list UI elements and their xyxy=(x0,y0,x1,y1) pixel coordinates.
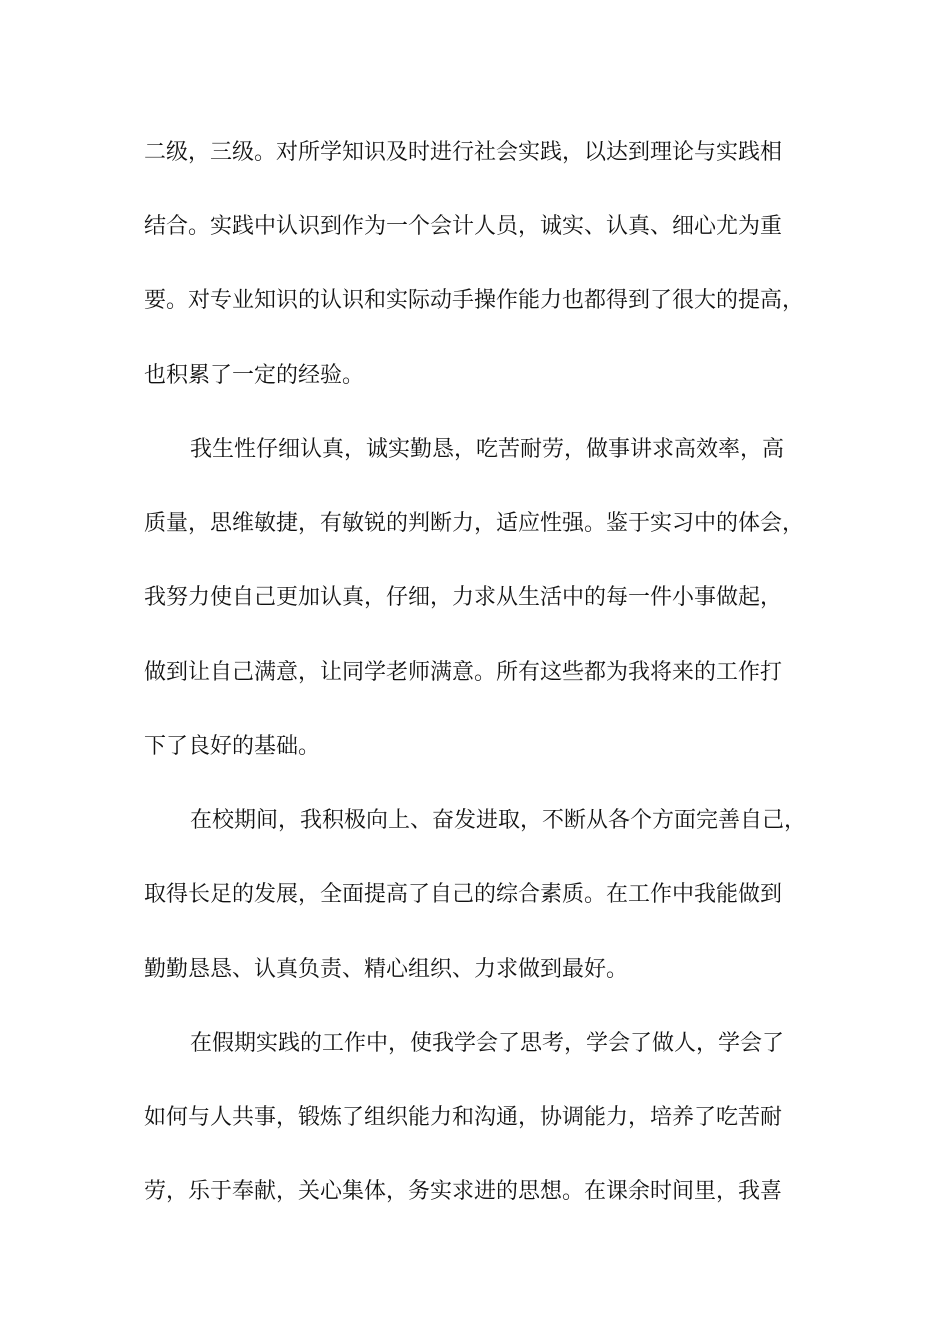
paragraph-first-line: 在校期间，我积极向上、奋发进取，不断从各个方面完善自己， xyxy=(190,808,807,833)
text-line: 勤勤恳恳、认真负责、精心组织、力求做到最好。 xyxy=(144,957,629,982)
paragraph-first-line: 在假期实践的工作中，使我学会了思考，学会了做人，学会了 xyxy=(190,1031,785,1056)
text-line: 质量，思维敏捷，有敏锐的判断力，适应性强。鉴于实习中的体会， xyxy=(144,511,805,536)
paragraph-first-line: 我生性仔细认真，诚实勤恳，吃苦耐劳，做事讲求高效率，高 xyxy=(190,437,785,462)
text-line: 结合。实践中认识到作为一个会计人员，诚实、认真、细心尤为重 xyxy=(144,214,783,239)
text-line: 劳，乐于奉献，关心集体，务实求进的思想。在课余时间里，我喜 xyxy=(144,1179,783,1204)
text-line: 二级，三级。对所学知识及时进行社会实践，以达到理论与实践相 xyxy=(144,140,783,165)
text-line: 下了良好的基础。 xyxy=(144,734,321,759)
text-line: 要。对专业知识的认识和实际动手操作能力也都得到了很大的提高， xyxy=(144,288,805,313)
text-line: 做到让自己满意，让同学老师满意。所有这些都为我将来的工作打 xyxy=(144,660,783,685)
text-line: 也积累了一定的经验。 xyxy=(144,363,365,388)
text-line: 我努力使自己更加认真，仔细，力求从生活中的每一件小事做起， xyxy=(144,585,783,610)
text-line: 取得长足的发展，全面提高了自己的综合素质。在工作中我能做到 xyxy=(144,882,783,907)
text-line: 如何与人共事，锻炼了组织能力和沟通，协调能力，培养了吃苦耐 xyxy=(144,1105,783,1130)
